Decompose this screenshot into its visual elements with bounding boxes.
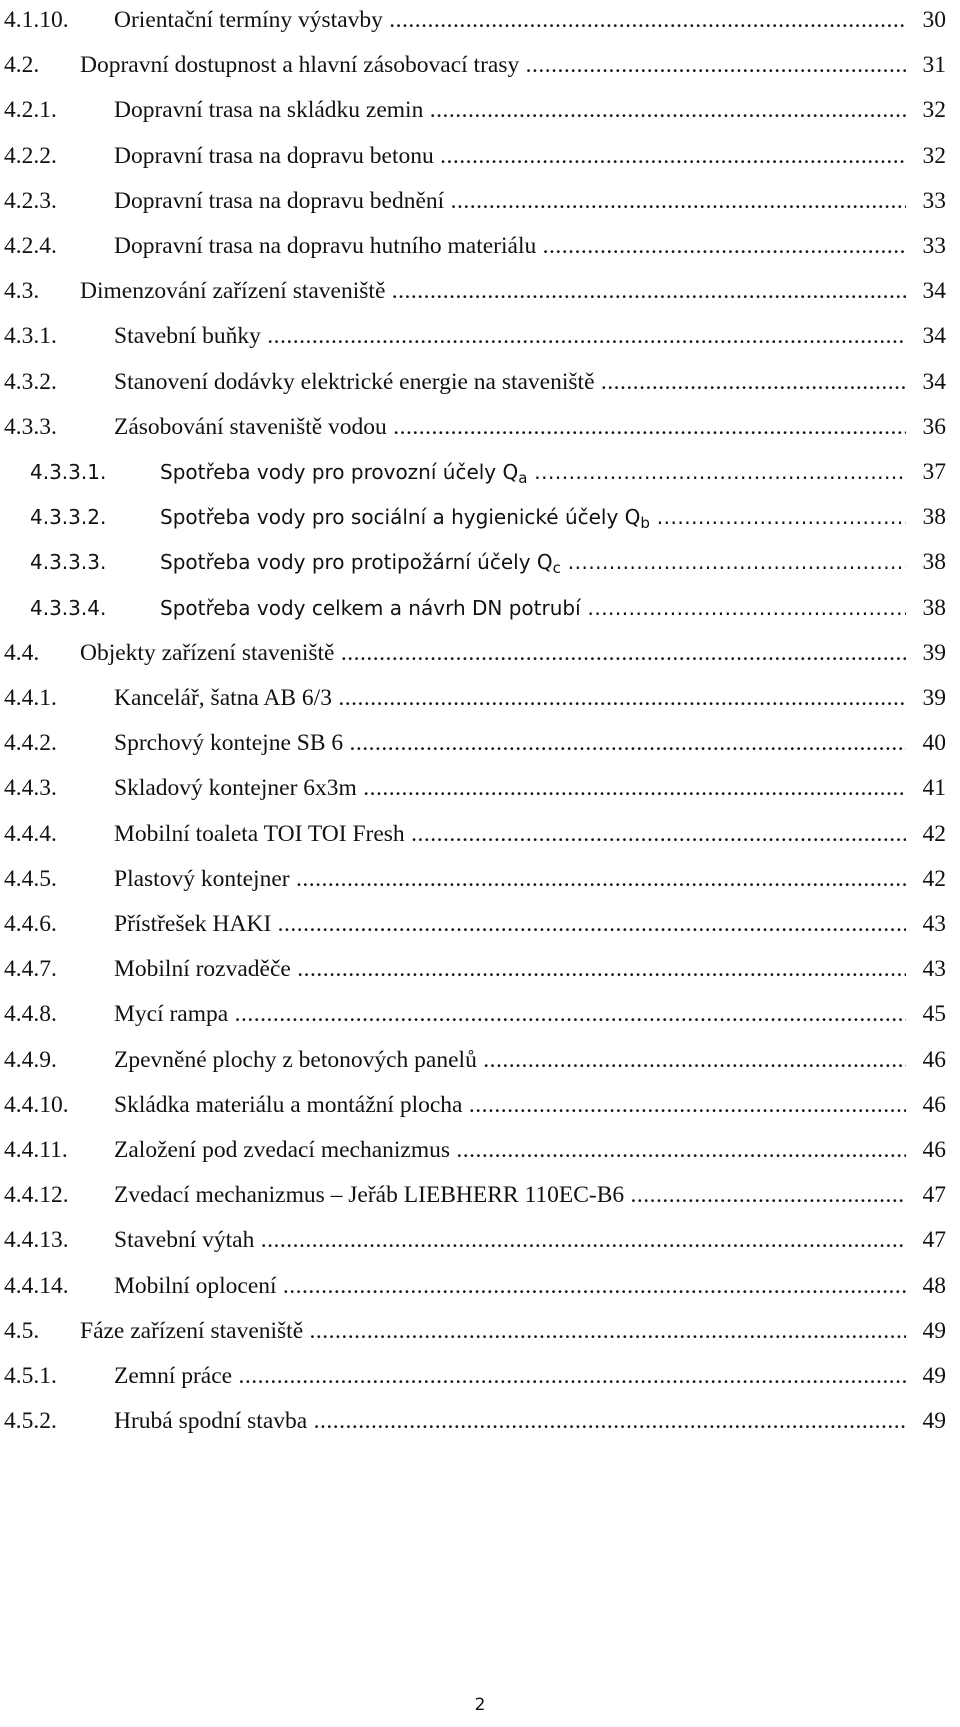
toc-entry-title xyxy=(114,1266,906,1306)
toc-entry-page: 39 xyxy=(914,678,946,718)
toc-entry-subscript: b xyxy=(640,514,650,533)
toc-entry-title-text: Zásobování staveniště vodou xyxy=(114,413,387,440)
toc-entry-title-text: Dopravní trasa na dopravu hutního materiálu xyxy=(114,233,537,259)
toc-entry-title xyxy=(114,0,906,40)
toc-entry-title xyxy=(114,90,906,130)
toc-entry-title-text: Zpevněné plochy z betonových panelů xyxy=(114,1046,477,1073)
toc-entry-number: 4.4.6. xyxy=(4,911,57,937)
toc-entry[interactable] xyxy=(0,814,960,854)
toc-entry[interactable] xyxy=(0,949,960,989)
toc-entry-title xyxy=(114,1401,906,1441)
toc-entry-title-text: Skládka materiálu a montážní plocha xyxy=(114,1091,463,1118)
toc-entry[interactable] xyxy=(0,1085,960,1125)
toc-entry[interactable] xyxy=(0,1401,960,1441)
toc-entry-number: 4.4.1. xyxy=(4,685,57,711)
toc-entry-title-text: Stavební buňky xyxy=(114,323,261,350)
toc-entry-page: 38 xyxy=(914,497,946,537)
toc-entry-title xyxy=(114,1220,906,1260)
toc-entry-page: 36 xyxy=(914,407,946,447)
toc-entry[interactable] xyxy=(0,362,960,402)
toc-entry-title xyxy=(114,226,906,266)
toc-entry-title-text: Dopravní dostupnost a hlavní zásobovací trasy xyxy=(80,52,520,79)
toc-entry-title xyxy=(80,271,906,311)
toc-entry-title-text: Plastový kontejner xyxy=(114,865,290,892)
toc-entry-page: 41 xyxy=(914,768,946,808)
toc-entry-page: 30 xyxy=(914,0,946,40)
toc-entry-page: 46 xyxy=(914,1130,946,1170)
toc-entry[interactable] xyxy=(0,226,960,266)
toc-entry-title-text: Mobilní oplocení xyxy=(114,1272,277,1299)
toc-entry[interactable] xyxy=(0,542,960,582)
toc-entry[interactable] xyxy=(0,1220,960,1260)
toc-entry-number: 4.2.4. xyxy=(4,233,57,259)
toc-entry-number: 4.4.12. xyxy=(4,1182,69,1209)
toc-entry-title xyxy=(114,949,906,989)
toc-entry-title-text: Spotřeba vody pro sociální a hygienické účely Q xyxy=(160,505,641,530)
toc-entry-page: 32 xyxy=(914,136,946,176)
toc-entry-title xyxy=(160,497,906,543)
toc-entry-number: 4.3.3.3. xyxy=(30,550,107,575)
toc-entry-title xyxy=(80,1311,906,1351)
toc-entry[interactable] xyxy=(0,271,960,311)
toc-entry-title-text: Fáze zařízení staveniště xyxy=(80,1317,304,1344)
toc-entry-title-text: Mobilní rozvaděče xyxy=(114,956,291,983)
toc-entry-number: 4.4.14. xyxy=(4,1272,69,1299)
toc-entry-number: 4.2.1. xyxy=(4,97,57,124)
toc-entry-number: 4.4.13. xyxy=(4,1227,69,1254)
toc-entry-title xyxy=(114,407,906,447)
toc-entry-number: 4.5.1. xyxy=(4,1363,57,1389)
toc-entry[interactable] xyxy=(0,316,960,356)
toc-entry-page: 32 xyxy=(914,90,946,130)
toc-entry-title xyxy=(114,814,906,854)
toc-entry-title xyxy=(114,768,906,808)
toc-entry-page: 33 xyxy=(914,181,946,221)
toc-entry-title xyxy=(114,859,906,899)
toc-entry-title-text: Spotřeba vody pro protipožární účely Q xyxy=(160,550,553,575)
toc-entry-title xyxy=(114,316,906,356)
toc-entry-title xyxy=(80,633,906,673)
toc-entry-number: 4.4.5. xyxy=(4,865,57,892)
toc-entry-page: 34 xyxy=(914,362,946,402)
toc-entry[interactable] xyxy=(0,497,960,537)
toc-entry-number: 4.3.3.4. xyxy=(30,595,107,620)
toc-entry-number: 4.4.8. xyxy=(4,1001,57,1028)
toc-entry[interactable] xyxy=(0,588,960,628)
toc-entry[interactable] xyxy=(0,1130,960,1170)
toc-entry-subscript: c xyxy=(552,559,561,578)
toc-entry-page: 49 xyxy=(914,1401,946,1441)
toc-entry[interactable] xyxy=(0,1175,960,1215)
toc-entry-title xyxy=(160,452,906,498)
toc-entry-page: 38 xyxy=(914,542,946,582)
toc-entry-page: 48 xyxy=(914,1266,946,1306)
toc-entry[interactable] xyxy=(0,452,960,492)
toc-entry-number: 4.3.2. xyxy=(4,368,57,395)
toc-entry-number: 4.4.2. xyxy=(4,730,57,757)
toc-entry-page: 49 xyxy=(914,1356,946,1396)
toc-entry-title xyxy=(114,1175,906,1215)
toc-entry[interactable] xyxy=(0,633,960,673)
toc-entry-number: 4.3.3.1. xyxy=(30,460,107,484)
toc-entry-number: 4.2. xyxy=(4,52,40,79)
toc-entry[interactable] xyxy=(0,859,960,899)
toc-entry-number: 4.4. xyxy=(4,639,40,666)
toc-entry-title xyxy=(114,1040,906,1080)
toc-entry-title xyxy=(114,1356,906,1396)
toc-entry-title-text: Zvedací mechanizmus – Jeřáb LIEBHERR 110EC-B6 xyxy=(114,1182,625,1209)
toc-entry-title xyxy=(114,994,906,1034)
toc-entry-page: 39 xyxy=(914,633,946,673)
toc-entry-title-text: Hrubá spodní stavba xyxy=(114,1408,308,1435)
toc-entry-title xyxy=(114,678,906,718)
toc-entry-page: 46 xyxy=(914,1085,946,1125)
toc-entry-title xyxy=(80,45,906,85)
toc-entry-page: 37 xyxy=(914,452,946,492)
toc-entry-number: 4.1.10. xyxy=(4,7,69,33)
toc-entry-number: 4.5. xyxy=(4,1317,40,1344)
toc-entry-page: 33 xyxy=(914,226,946,266)
toc-entry-title xyxy=(114,136,906,176)
toc-entry-page: 46 xyxy=(914,1040,946,1080)
toc-entry-title-text: Dopravní trasa na skládku zemin xyxy=(114,97,424,124)
toc-entry-title-text: Orientační termíny výstavby xyxy=(114,7,383,33)
toc-entry-title xyxy=(160,542,906,588)
toc-entry-number: 4.2.2. xyxy=(4,142,57,169)
toc-entry[interactable] xyxy=(0,1266,960,1306)
toc-entry-title-text: Stavební výtah xyxy=(114,1227,255,1254)
toc-entry[interactable] xyxy=(0,723,960,763)
page-number: 2 xyxy=(474,1695,486,1715)
toc-entry-page: 43 xyxy=(914,904,946,944)
toc-entry[interactable] xyxy=(0,904,960,944)
toc-entry-title-text: Spotřeba vody celkem a návrh DN potrubí xyxy=(160,595,581,620)
toc-entry-title xyxy=(160,588,906,628)
toc-entry-title-text: Dimenzování zařízení staveniště xyxy=(80,278,386,305)
toc-entry-page: 47 xyxy=(914,1175,946,1215)
toc-entry-page: 31 xyxy=(914,45,946,85)
toc-entry-title xyxy=(114,723,906,763)
toc-entry[interactable] xyxy=(0,768,960,808)
toc-entry[interactable] xyxy=(0,90,960,130)
toc-entry-page: 45 xyxy=(914,994,946,1034)
toc-entry-title-text: Skladový kontejner 6x3m xyxy=(114,775,357,802)
toc-entry-title-text: Objekty zařízení staveniště xyxy=(80,639,335,666)
toc-entry-number: 4.4.7. xyxy=(4,956,57,983)
toc-entry-number: 4.4.9. xyxy=(4,1046,57,1073)
toc-entry[interactable] xyxy=(0,1311,960,1351)
toc-entry-title-text: Sprchový kontejne SB 6 xyxy=(114,730,344,757)
toc-entry-title xyxy=(114,362,906,402)
toc-entry-number: 4.4.10. xyxy=(4,1091,69,1118)
toc-entry-page: 47 xyxy=(914,1220,946,1260)
toc-entry[interactable] xyxy=(0,407,960,447)
toc-entry-title-text: Stanovení dodávky elektrické energie na staveniště xyxy=(114,368,595,395)
toc-entry-title-text: Dopravní trasa na dopravu bednění xyxy=(114,187,445,214)
toc-entry-title-text: Mobilní toaleta TOI TOI Fresh xyxy=(114,820,405,847)
toc-entry-number: 4.4.11. xyxy=(4,1137,68,1163)
toc-entry-page: 49 xyxy=(914,1311,946,1351)
toc-entry-title xyxy=(114,1130,906,1170)
toc-entry-title-text: Dopravní trasa na dopravu betonu xyxy=(114,142,434,169)
toc-entry-number: 4.3.1. xyxy=(4,323,57,350)
toc-entry-number: 4.5.2. xyxy=(4,1408,57,1435)
toc-entry-page: 38 xyxy=(914,588,946,628)
toc-entry-subscript: a xyxy=(518,469,528,487)
toc-entry-page: 34 xyxy=(914,316,946,356)
toc-entry[interactable] xyxy=(0,1356,960,1396)
toc-entry-page: 40 xyxy=(914,723,946,763)
toc-entry-page: 34 xyxy=(914,271,946,311)
toc-entry[interactable] xyxy=(0,45,960,85)
toc-entry-title xyxy=(114,181,906,221)
toc-entry-number: 4.3.3.2. xyxy=(30,505,107,530)
toc-entry-number: 4.3.3. xyxy=(4,413,57,440)
toc-entry-title xyxy=(114,904,906,944)
toc-entry[interactable] xyxy=(0,1040,960,1080)
toc-entry-title-text: Přístřešek HAKI xyxy=(114,911,272,937)
toc-entry[interactable] xyxy=(0,136,960,176)
toc-entry-number: 4.4.3. xyxy=(4,775,57,802)
toc-entry[interactable] xyxy=(0,181,960,221)
toc-entry-page: 42 xyxy=(914,814,946,854)
toc-entry[interactable] xyxy=(0,0,960,40)
toc-entry-page: 42 xyxy=(914,859,946,899)
toc-entry-page: 43 xyxy=(914,949,946,989)
toc-entry-title-text: Založení pod zvedací mechanizmus xyxy=(114,1137,451,1163)
toc-entry-title xyxy=(114,1085,906,1125)
toc-entry[interactable] xyxy=(0,678,960,718)
toc-entry-title-text: Mycí rampa xyxy=(114,1001,229,1028)
toc-entry-number: 4.4.4. xyxy=(4,820,57,847)
toc-entry-number: 4.3. xyxy=(4,278,40,305)
toc-entry-title-text: Kancelář, šatna AB 6/3 xyxy=(114,685,332,711)
toc-entry[interactable] xyxy=(0,994,960,1034)
toc-entry-number: 4.2.3. xyxy=(4,187,57,214)
toc-entry-title-text: Spotřeba vody pro provozní účely Q xyxy=(160,460,519,484)
toc-entry-title-text: Zemní práce xyxy=(114,1363,233,1389)
